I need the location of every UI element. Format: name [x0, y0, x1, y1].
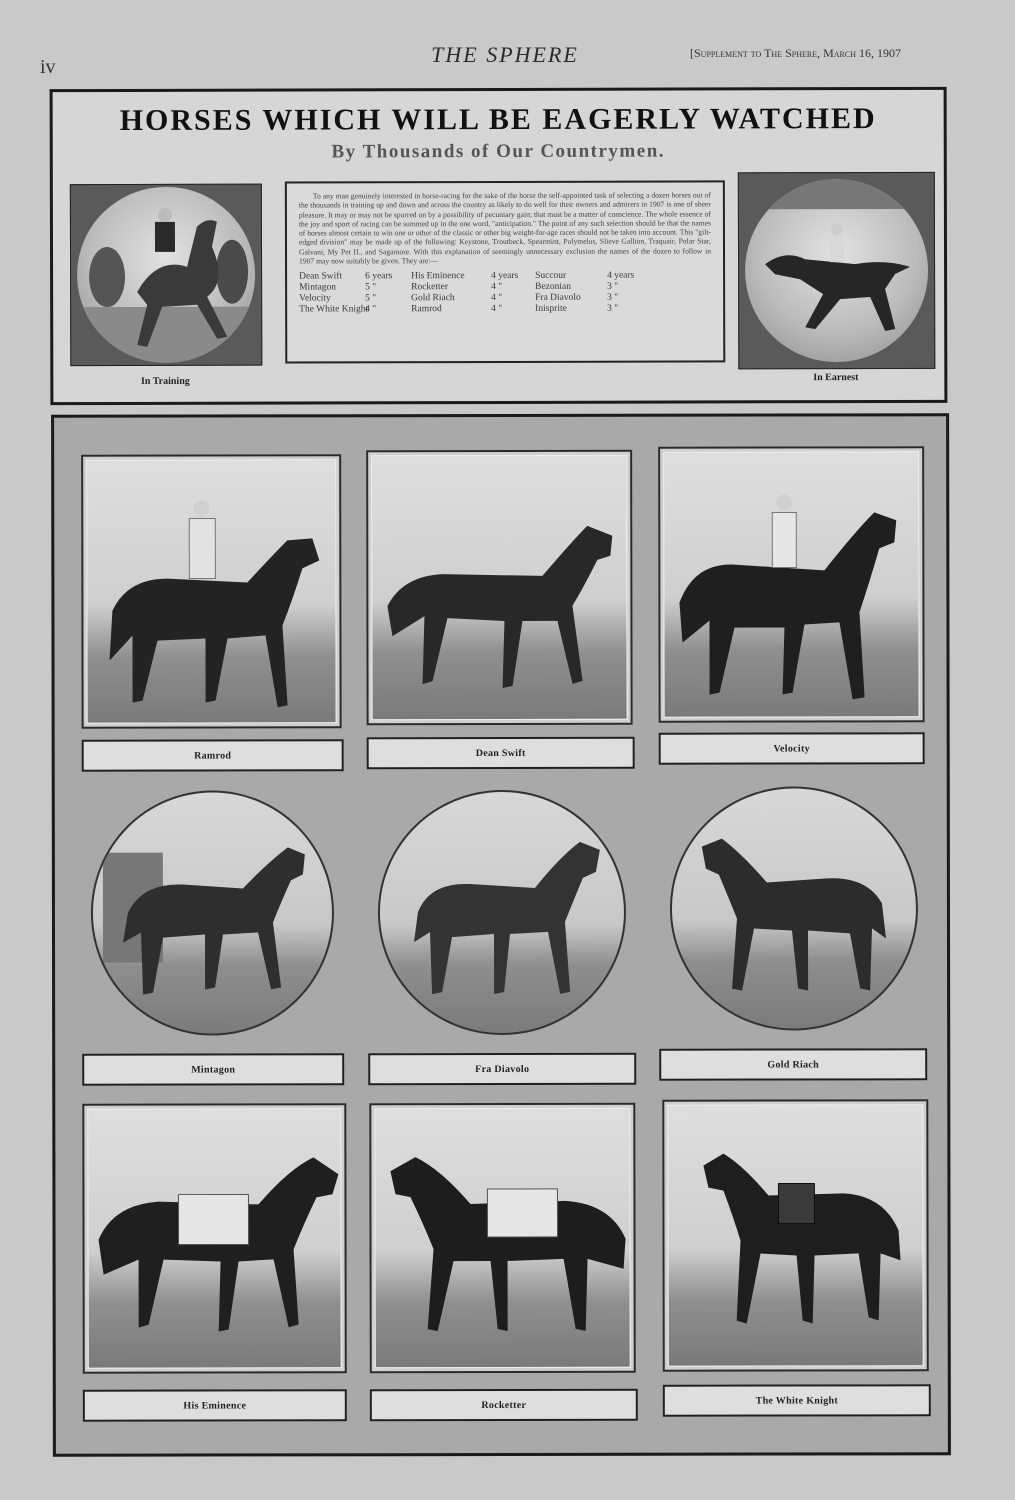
label-velocity: Velocity [659, 732, 925, 764]
label-gold-riach: Gold Riach [659, 1048, 927, 1080]
horse-gallery [51, 413, 951, 1457]
horse-rider-icon [77, 187, 255, 363]
caption-in-earnest: In Earnest [813, 372, 859, 384]
horse-ages-table: Dean Swift 6 years His Eminence 4 years Succour 4 years Mintagon 5 " Rocketter 4 " Bezonian 3 " Velocity 5 " Gold Riach 4 " Fra Diavolo 3 " The White Knight 4 " Ramrod 4 " Inisprite 3 " [299, 271, 635, 315]
label-mintagon: Mintagon [82, 1053, 344, 1085]
photo-in-earnest [738, 172, 936, 370]
horse-with-jockey-icon [664, 452, 924, 722]
headline: HORSES WHICH WILL BE EAGERLY WATCHED [119, 102, 877, 137]
saddled-horse-icon [375, 1109, 635, 1373]
photo-velocity [658, 446, 924, 722]
caption-in-training: In Training [140, 375, 190, 387]
standing-horse-icon [93, 792, 334, 1035]
saddled-horse-icon [88, 1109, 346, 1373]
label-his-eminence: His Eminence [83, 1389, 347, 1421]
photo-rocketter [369, 1103, 635, 1373]
standing-horse-icon [380, 792, 626, 1035]
label-fra-diavolo: Fra Diavolo [368, 1053, 636, 1085]
photo-gold-riach [670, 786, 918, 1030]
label-rocketter: Rocketter [370, 1389, 638, 1421]
photo-fra-diavolo [378, 790, 626, 1035]
standing-horse-icon [372, 456, 632, 725]
photo-in-training [70, 184, 262, 367]
galloping-horse-icon [745, 179, 928, 362]
subheadline: By Thousands of Our Countrymen. [331, 140, 666, 163]
horse-with-jockey-icon [87, 460, 341, 728]
supplement-line: [Supplement to The Sphere, March 16, 1907 [690, 46, 901, 60]
photo-the-white-knight [662, 1099, 928, 1371]
photo-ramrod [81, 454, 341, 728]
photo-his-eminence [82, 1103, 346, 1373]
photo-mintagon [91, 790, 334, 1035]
saddled-horse-icon [668, 1105, 928, 1371]
photo-dean-swift [366, 450, 632, 725]
page-number: iv [40, 56, 56, 78]
label-dean-swift: Dean Swift [367, 737, 635, 769]
masthead: THE SPHERE [431, 42, 579, 67]
label-the-white-knight: The White Knight [663, 1384, 931, 1416]
standing-horse-icon [672, 788, 918, 1030]
article-text [285, 180, 725, 363]
label-ramrod: Ramrod [82, 739, 344, 771]
intro-paragraph: To any man genuinely interested in horse-racing for the sake of the horse the self-appointed task of selecting a dozen horses out of the thousands in training up and down and across the country as likely to do well for their owners and admirers in 1907 is one of sheer pleasure. It may or may not be spurred on by a possibility of pecuniary gain; that must be a matter of conscience. The whole essence of the joy and sport of racing can be summed up in the one word, "anticipation." The point of any such selection should be that the names of horses almost certain to win one or other of the classic or other big weight-for-age races should not be taken into account. This "gilt-edged division" may be made up of the following: Keystone, Troutbeck, Spearmint, Polymelus, Slieve Gallion, Traquair, Polar Star, Galvani, My Pet II., and Sagamore. With this explanation of seemingly unnecessary exclusion the names of the dozen to follow in 1907 may now suitably be given. They are:— [298, 190, 712, 266]
article-box [50, 87, 948, 405]
